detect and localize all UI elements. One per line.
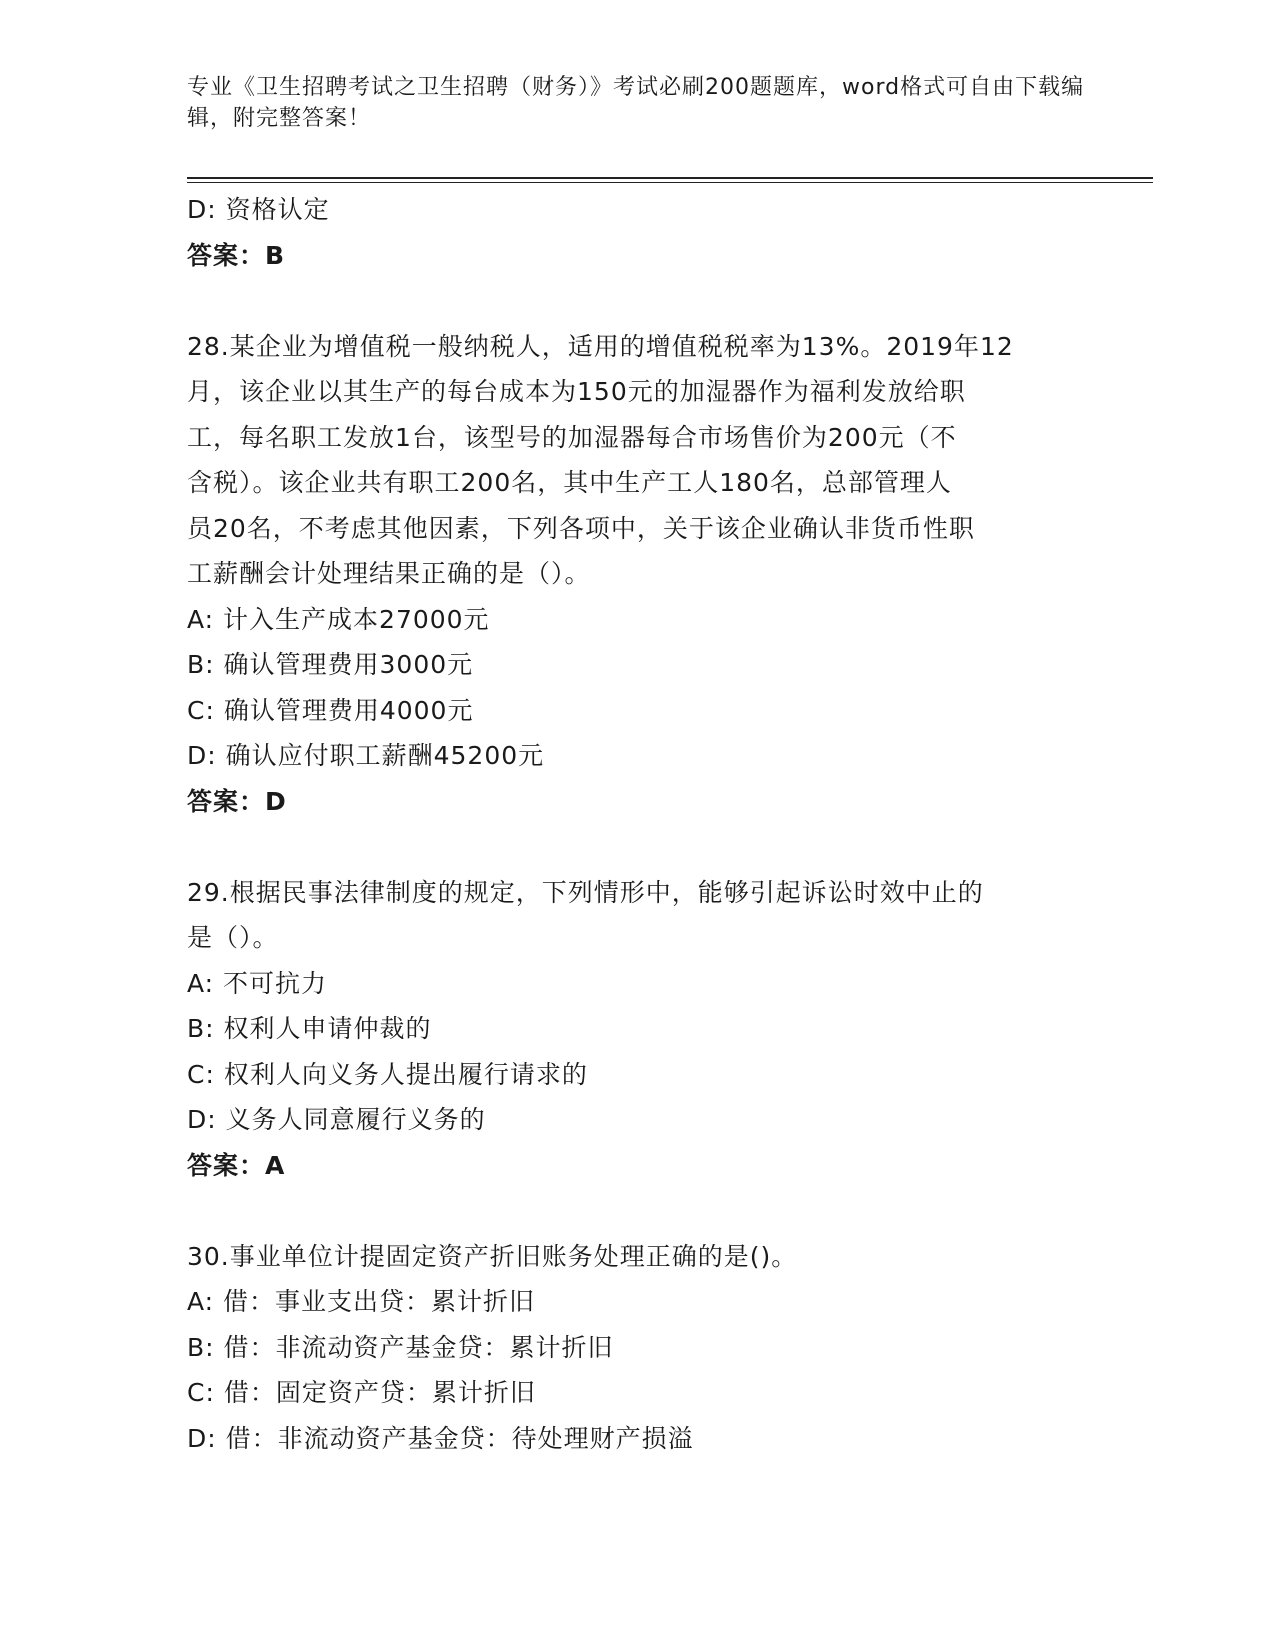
question-text-line: 28.某企业为增值税一般纳税人，适用的增值税税率为13%。2019年12 bbox=[187, 331, 1014, 361]
question-text-line: 工薪酬会计处理结果正确的是（）。 bbox=[187, 559, 591, 588]
option-b: B: 确认管理费用3000元 bbox=[187, 650, 474, 679]
option-a: A: 计入生产成本27000元 bbox=[187, 604, 490, 634]
prev-answer: 答案：B bbox=[187, 240, 286, 270]
document-body bbox=[187, 187, 1087, 1461]
answer: 答案：D bbox=[187, 786, 287, 816]
question-28 bbox=[187, 324, 1087, 825]
option-d: D: 确认应付职工薪酬45200元 bbox=[187, 741, 545, 770]
option-a: A: 借：事业支出贷：累计折旧 bbox=[187, 1287, 536, 1316]
option-a: A: 不可抗力 bbox=[187, 968, 328, 998]
prev-option-d: D: 资格认定 bbox=[187, 195, 330, 224]
spacer bbox=[187, 824, 1087, 870]
question-29 bbox=[187, 870, 1087, 1189]
option-b: B: 借：非流动资产基金贷：累计折旧 bbox=[187, 1332, 614, 1362]
question-text-line: 29.根据民事法律制度的规定，下列情形中，能够引起诉讼时效中止的 bbox=[187, 877, 984, 907]
option-c: C: 借：固定资产贷：累计折旧 bbox=[187, 1378, 536, 1407]
question-text-line: 工，每名职工发放1台，该型号的加湿器每合市场售价为200元（不 bbox=[187, 422, 957, 452]
option-d: D: 义务人同意履行义务的 bbox=[187, 1105, 486, 1134]
spacer bbox=[187, 1188, 1087, 1234]
question-text-line: 是（）。 bbox=[187, 923, 279, 952]
question-text-line: 含税）。该企业共有职工200名，其中生产工人180名，总部管理人 bbox=[187, 468, 952, 497]
question-text-line: 月，该企业以其生产的每台成本为150元的加湿器作为福利发放给职 bbox=[187, 377, 966, 406]
option-b: B: 权利人申请仲裁的 bbox=[187, 1014, 432, 1043]
question-text-line: 员20名，不考虑其他因素，下列各项中，关于该企业确认非货币性职 bbox=[187, 513, 975, 543]
option-c: C: 确认管理费用4000元 bbox=[187, 695, 474, 725]
option-d: D: 借：非流动资产基金贷：待处理财产损溢 bbox=[187, 1423, 694, 1453]
question-30 bbox=[187, 1234, 1087, 1462]
question-text-line: 30.事业单位计提固定资产折旧账务处理正确的是()。 bbox=[187, 1241, 798, 1271]
page-header: 专业《卫生招聘考试之卫生招聘（财务）》考试必刷200题题库，word格式可自由下载编辑，附完整答案！ bbox=[187, 75, 1085, 131]
header-rule-thick bbox=[187, 177, 1153, 179]
answer: 答案：A bbox=[187, 1150, 286, 1180]
option-c: C: 权利人向义务人提出履行请求的 bbox=[187, 1059, 588, 1089]
header-rule-thin bbox=[187, 182, 1153, 183]
spacer bbox=[187, 278, 1087, 324]
